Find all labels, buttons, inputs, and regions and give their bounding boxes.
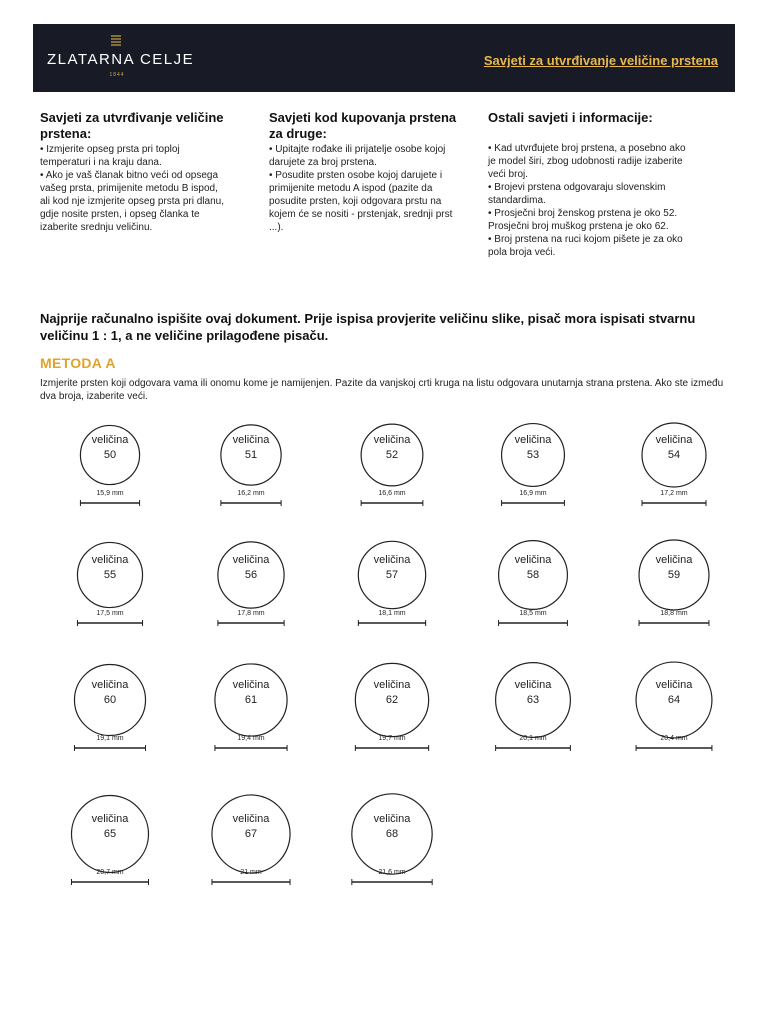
ring-size-number: 57 [385, 569, 399, 581]
tips-column-gifts [269, 110, 469, 234]
ring-graphic [634, 660, 714, 770]
ring-size-number: 58 [526, 569, 540, 581]
ring-label [70, 812, 150, 842]
ring-graphic [352, 660, 432, 770]
ring-graphic [352, 794, 432, 904]
ring-graphic [493, 535, 573, 645]
ring-label-word: veličina [655, 679, 693, 691]
ring-graphic [493, 415, 573, 525]
ring-label-word: veličina [91, 434, 129, 446]
ring-graphic [493, 660, 573, 770]
column-text: • Upitajte rođake ili prijatelje osobe kojoj darujete za broj prstena. • Posudite prsten osobe kojoj darujete i primijenite metodu A ispod (pazite da posudite prsten, koji odgovara prstu na kojem će se nositi - prstenjak, srednji prst ...). [269, 144, 453, 233]
page-header [33, 24, 735, 92]
ring-diameter-label: 18,8 mm [660, 610, 688, 617]
ring-label [493, 678, 573, 708]
column-title: Ostali savjeti i informacije: [488, 110, 653, 125]
column-text: • Kad utvrđujete broj prstena, a posebno ako je model širi, zbog udobnosti radije izaberite veći broj. • Brojevi prstena odgovaraju slovenskim standardima. • Prosječni broj ženskog prstena je oko 52. Prosječni broj muškog prstena je oko 62. • Broj prstena na ruci kojom pišete je za oko pola broja veći. [488, 143, 686, 258]
tips-column-measuring [40, 110, 250, 234]
ring-diameter-label: 17,5 mm [96, 610, 124, 617]
ring-diameter-label: 15,9 mm [96, 490, 124, 497]
ring-graphic [211, 415, 291, 525]
ring-label [211, 433, 291, 463]
ring-size-tips-link[interactable]: Savjeti za utvrđivanje veličine prstena [483, 53, 718, 68]
ring-label-word: veličina [655, 554, 693, 566]
ring-label [634, 433, 714, 463]
ring-size-number: 54 [667, 449, 681, 461]
ring-graphic [70, 415, 150, 525]
method-title: METODA A [40, 355, 116, 371]
ring-size-53 [493, 415, 573, 525]
ring-label-word: veličina [514, 554, 552, 566]
ring-diameter-label: 20,1 mm [519, 735, 547, 742]
ring-diameter-label: 20,4 mm [660, 735, 688, 742]
ring-graphic [70, 660, 150, 770]
column-text: • Izmjerite opseg prsta pri toploj temperaturi i na kraju dana. • Ako je vaš članak bitno veći od opsega vašeg prsta, primijenite metodu B ispod, ali kod nje izmjerite opseg prsta pri dlanu, gdje nosite prsten, i opseg članka te izaberite srednju veličinu. [40, 144, 224, 233]
ring-label-word: veličina [655, 434, 693, 446]
ring-size-60 [70, 660, 150, 770]
ring-label-word: veličina [232, 554, 270, 566]
ring-diameter-label: 16,6 mm [378, 490, 406, 497]
ring-size-number: 52 [385, 449, 399, 461]
ring-label [352, 553, 432, 583]
ring-label-word: veličina [373, 813, 411, 825]
ring-size-number: 60 [103, 694, 117, 706]
ring-label [493, 433, 573, 463]
ring-label [70, 678, 150, 708]
ring-diameter-label: 19,4 mm [237, 735, 265, 742]
ring-graphic [211, 794, 291, 904]
print-notice: Najprije računalno ispišite ovaj dokument. Prije ispisa provjerite veličinu slike, pisač mora ispisati stvarnu veličinu 1 : 1, a ne veličine prilagođene pisaču. [40, 311, 696, 343]
ring-diameter-label: 21,6 mm [378, 869, 406, 876]
ring-diameter-label: 20,7 mm [96, 869, 124, 876]
column-title: Savjeti kod kupovanja prstena za druge: [269, 110, 457, 141]
logo-year: 1844 [109, 72, 125, 78]
ring-size-68 [352, 794, 432, 904]
ring-size-number: 51 [244, 449, 258, 461]
ring-diameter-label: 17,8 mm [237, 610, 265, 617]
ring-size-number: 68 [385, 828, 399, 840]
ring-label [70, 433, 150, 463]
ring-diameter-label: 21 mm [240, 869, 262, 876]
ring-size-number: 59 [667, 569, 681, 581]
ring-label-word: veličina [91, 679, 129, 691]
ring-diameter-label: 16,2 mm [237, 490, 265, 497]
logo-emblem-icon [109, 34, 123, 48]
ring-label-word: veličina [373, 679, 411, 691]
ring-size-54 [634, 415, 714, 525]
ring-graphic [70, 535, 150, 645]
logo-text: ZLATARNA CELJE [47, 51, 195, 68]
ring-diameter-label: 17,2 mm [660, 490, 688, 497]
ring-size-number: 50 [103, 449, 117, 461]
ring-size-57 [352, 535, 432, 645]
ring-diameter-label: 19,7 mm [378, 735, 406, 742]
ring-size-number: 56 [244, 569, 258, 581]
method-description: Izmjerite prsten koji odgovara vama ili onomu kome je namijenjen. Pazite da vanjskoj crti kruga na listu odgovara unutarnja strana prstena. Ako ste između dva broja, izaberite veći. [40, 378, 724, 402]
ring-graphic [352, 535, 432, 645]
ring-label-word: veličina [91, 813, 129, 825]
ring-graphic [211, 535, 291, 645]
ring-size-number: 67 [244, 828, 258, 840]
ring-label [70, 553, 150, 583]
ring-label-word: veličina [91, 554, 129, 566]
ring-label-word: veličina [373, 434, 411, 446]
ring-graphic [211, 660, 291, 770]
column-title: Savjeti za utvrđivanje veličine prstena: [40, 110, 224, 141]
tips-column-other [488, 110, 728, 259]
ring-size-61 [211, 660, 291, 770]
ring-label [352, 433, 432, 463]
ring-size-64 [634, 660, 714, 770]
ring-label [211, 678, 291, 708]
ring-graphic [634, 415, 714, 525]
ring-label [352, 812, 432, 842]
ring-label [634, 678, 714, 708]
ring-size-67 [211, 794, 291, 904]
ring-label-word: veličina [514, 679, 552, 691]
ring-diameter-label: 18,1 mm [378, 610, 406, 617]
ring-graphic [634, 535, 714, 645]
brand-logo [47, 34, 195, 82]
ring-size-50 [70, 415, 150, 525]
ring-label-word: veličina [514, 434, 552, 446]
ring-diameter-label: 19,1 mm [96, 735, 124, 742]
ring-size-59 [634, 535, 714, 645]
ring-size-number: 53 [526, 449, 540, 461]
ring-label [211, 812, 291, 842]
ring-size-number: 63 [526, 694, 540, 706]
ring-label-word: veličina [232, 434, 270, 446]
ring-label-word: veličina [232, 679, 270, 691]
ring-diameter-label: 18,5 mm [519, 610, 547, 617]
ring-label [493, 553, 573, 583]
ring-diameter-label: 16,9 mm [519, 490, 547, 497]
ring-size-number: 65 [103, 828, 117, 840]
ring-label-word: veličina [232, 813, 270, 825]
ring-size-number: 64 [667, 694, 681, 706]
ring-size-number: 61 [244, 694, 258, 706]
ring-size-number: 62 [385, 694, 399, 706]
ring-size-63 [493, 660, 573, 770]
ring-label [352, 678, 432, 708]
ring-size-56 [211, 535, 291, 645]
ring-size-number: 55 [103, 569, 117, 581]
ring-graphic [70, 794, 150, 904]
ring-label [211, 553, 291, 583]
ring-size-51 [211, 415, 291, 525]
ring-graphic [352, 415, 432, 525]
ring-size-62 [352, 660, 432, 770]
ring-label-word: veličina [373, 554, 411, 566]
ring-size-58 [493, 535, 573, 645]
ring-size-55 [70, 535, 150, 645]
ring-label [634, 553, 714, 583]
ring-size-52 [352, 415, 432, 525]
ring-size-65 [70, 794, 150, 904]
